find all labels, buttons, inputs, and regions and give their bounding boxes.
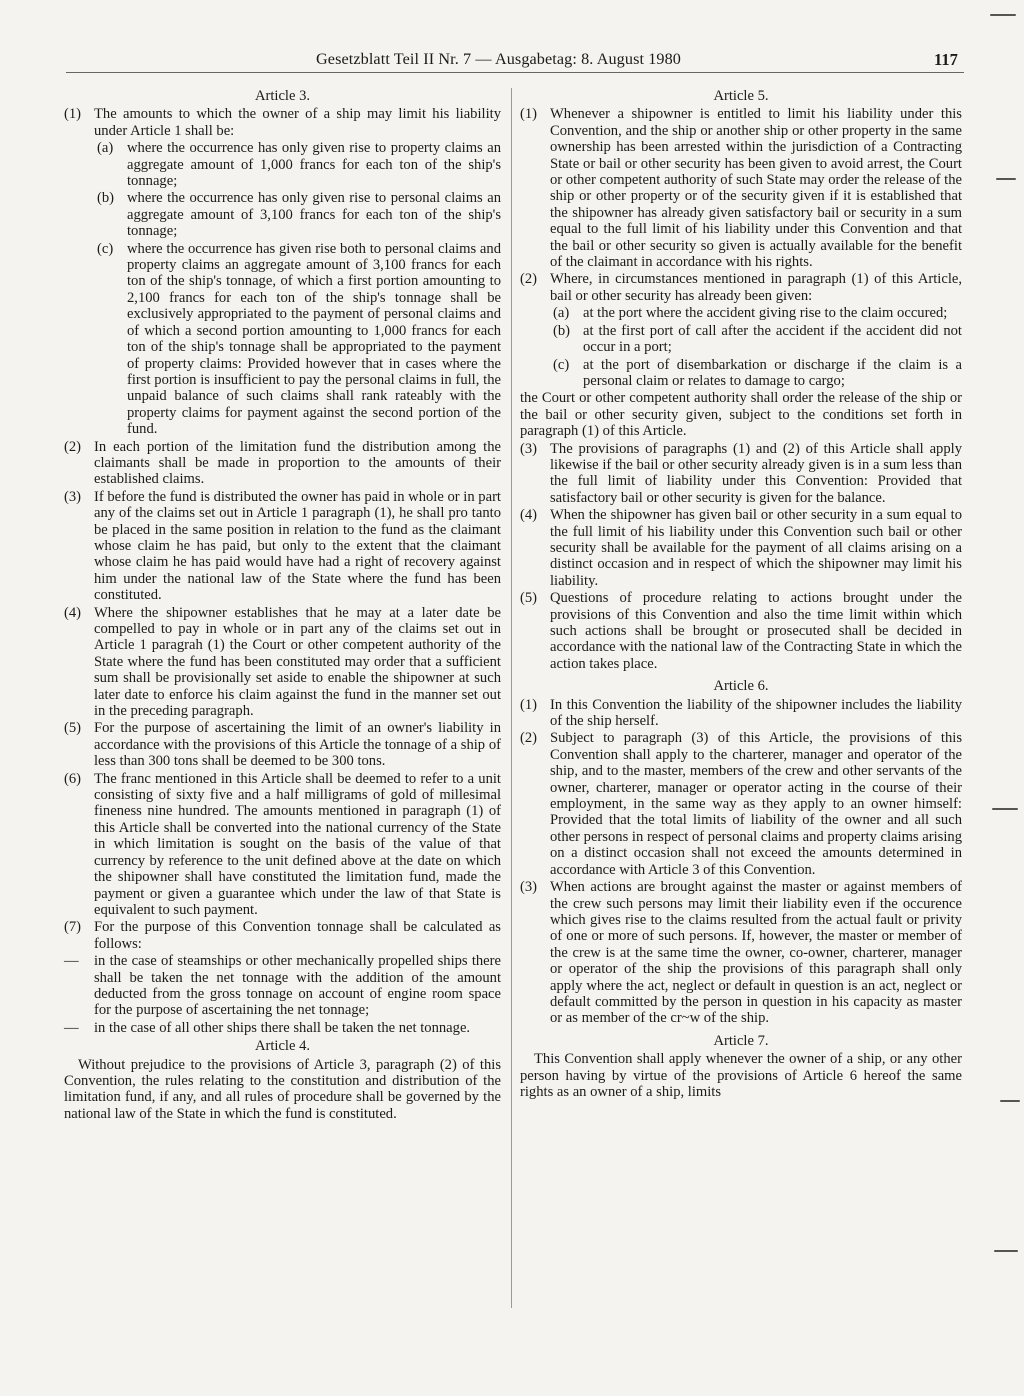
article-5-heading: Article 5.	[713, 88, 769, 104]
paragraph-number: (6)	[64, 770, 82, 787]
right-column	[520, 86, 962, 1101]
paragraph-text: Where, in circumstances mentioned in paragraph (1) of this Article, bail or other security has already been given:	[550, 271, 962, 304]
paragraph-text: For the purpose of ascertaining the limit of an owner's liability in accordance with the provisions of this Article the tonnage of a ship of less than 300 tons shall be deemed to be 300 tons.	[94, 720, 501, 770]
paragraph-number: (2)	[520, 730, 538, 747]
item-text: at the port where the accident giving rise to the claim occured;	[583, 305, 948, 322]
paragraph-number: (2)	[520, 271, 538, 288]
paragraph-number: (1)	[520, 106, 538, 123]
item-text: at the first port of call after the accident if the accident did not occur in a port;	[583, 322, 962, 356]
art3-item-b	[64, 190, 501, 239]
paragraph-text: If before the fund is distributed the owner has paid in whole or in part any of the claims set out in Article 1 paragraph (1), he shall pro tanto be placed in the same position in relation to the fund as the claimant whose claim he has paid, but only to the extent that the claimant whose claim he has paid would have had a right of recovery against him under the national law of the State where the fund has been constituted.	[94, 488, 501, 604]
item-label: (b)	[553, 322, 571, 339]
art3-paragraph-4	[64, 605, 501, 720]
art5-item-b	[520, 323, 962, 356]
art5-paragraph-5	[520, 590, 962, 672]
art5-paragraph-4	[520, 507, 962, 589]
article-3-heading: Article 3.	[254, 88, 311, 104]
paragraph-text: Questions of procedure relating to actions brought under the provisions of this Convention and also the time limit within which such actions shall be brought or prosecuted shall be decided in accordance with the national law of the Contracting State in which the action takes place.	[550, 590, 962, 672]
item-text: where the occurrence has given rise both to personal claims and property claims an aggregate amount of 3,100 francs for each ton of the ship's tonnage, of which a first portion amounting to 2,100 francs for each ton of the ship's tonnage shall be exclusively appropriated to the payment of personal claims and of which a second portion amounting to 1,000 francs for each ton of the ship's tonnage shall be appropriated to the payment of property claims: Provided however that in cases where the first portion is insufficient to pay the personal claims in full, the unpaid balance of such claims shall rank rateably with the property claims for payment against the second portion of the fund.	[127, 240, 501, 438]
paragraph-number: (7)	[64, 919, 82, 936]
paragraph-number: (3)	[520, 879, 538, 896]
art6-paragraph-3	[520, 879, 962, 1027]
item-label: (a)	[553, 305, 570, 322]
paragraph-text: When actions are brought against the master or against members of the crew such persons may limit their liability even if the occurence which gives rise to the claims resulted from the actual fault or privity of one or more of such persons. If, however, the master or member of the crew is at the same time the owner, co-owner, charterer, manager or operator of the ship the provisions of this paragraph shall only apply where the act, neglect or default in question is an act, neglect or default committed by the person in question in his capacity as master or as member of the cr~w of the ship.	[550, 879, 962, 1027]
running-title: Gesetzblatt Teil II Nr. 7 — Ausgabetag: 8. August 1980	[316, 50, 681, 68]
art3-item-a	[64, 140, 501, 189]
header-rule	[66, 72, 964, 73]
paragraph-number: (2)	[64, 438, 82, 455]
art3-paragraph-1	[64, 106, 501, 139]
paragraph-number: (4)	[64, 604, 82, 621]
article-4-text: Without prejudice to the provisions of Article 3, paragraph (2) of this Convention, the rules relating to the constitution and distribution of the limitation fund, if any, and all rules of procedure shall be governed by the national law of the State in which the fund is constituted.	[64, 1056, 501, 1122]
art5-paragraph-2-tail: the Court or other competent authority shall order the release of the ship or the bail or other security given, subject to the conditions set forth in paragraph (1) of this Article.	[520, 390, 962, 440]
paragraph-text: The provisions of paragraphs (1) and (2) of this Article shall apply likewise if the bail or other security already given is in a sum less than the full limit of liability under this Convention: Provided that satisfactory bail or other security is given for the balance.	[550, 440, 962, 506]
article-7-heading: Article 7.	[713, 1032, 769, 1049]
paragraph-text: The franc mentioned in this Article shall be deemed to refer to a unit consisting of sixty five and a half milligrams of gold of millesimal fineness nine hundred. The amounts mentioned in paragraph (1) of this Article shall be converted into the national currency of the State in which limitation is sought on the basis of the value of that currency by reference to the unit defined above at the date on which the shipowner shall have constituted the limitation fund, made the payment or given a guarantee which under the law of that State is equivalent to such payment.	[94, 770, 501, 918]
paragraph-text: For the purpose of this Convention tonnage shall be calculated as follows:	[94, 919, 501, 952]
item-label: (b)	[97, 190, 115, 207]
item-text: at the port of disembarkation or discharge if the claim is a personal claim or relates to damage to cargo;	[583, 356, 962, 389]
paragraph-text: When the shipowner has given bail or other security in a sum equal to the full limit of his liability under this Convention such bail or other security shall be available for the payment of all claims arising on a distinct occasion and in respect of which the shipowner may limit his liability.	[550, 507, 962, 589]
item-text: where the occurrence has only given rise to personal claims an aggregate amount of 3,100 francs for each ton of the ship's tonnage;	[127, 190, 501, 240]
scan-mark	[1000, 1100, 1020, 1102]
paragraph-text: In each portion of the limitation fund the distribution among the claimants shall be made in proportion to the amounts of their established claims.	[94, 438, 501, 488]
art3-item-c	[64, 241, 501, 438]
paragraph-number: (3)	[520, 440, 538, 457]
item-text: where the occurrence has only given rise to property claims an aggregate amount of 1,000 francs for each ton of the ship's tonnage;	[127, 140, 501, 190]
art3-dash-item-1	[64, 953, 501, 1019]
paragraph-number: (5)	[520, 590, 538, 607]
paragraph-text: The amounts to which the owner of a ship may limit his liability under Article 1 shall be:	[94, 106, 501, 139]
article-6-heading: Article 6.	[713, 678, 769, 695]
art3-paragraph-7	[64, 919, 501, 952]
scan-mark	[994, 1250, 1018, 1252]
art6-paragraph-2	[520, 730, 962, 878]
item-label: (a)	[97, 140, 114, 157]
art5-paragraph-2	[520, 271, 962, 304]
paragraph-number: (3)	[64, 488, 82, 505]
scan-mark	[992, 808, 1018, 810]
dash-text: in the case of all other ships there shall be taken the net tonnage.	[94, 1019, 471, 1036]
paragraph-text: Subject to paragraph (3) of this Article, the provisions of this Convention shall apply to the charterer, manager and operator of the ship, and to the master, members of the crew and other servants of the owner, charterer, manager or operator acting in the course of their employment, in the same way as they apply to an owner himself: Provided that the total limits of liability of the owner and all such other persons in respect of personal claims and property claims arising on a distinct occasion shall not exceed the amounts determined in accordance with Article 3 of this Convention.	[550, 730, 962, 878]
dash-label: —	[64, 1019, 79, 1036]
paragraph-number: (5)	[64, 720, 82, 737]
art3-paragraph-2	[64, 439, 501, 488]
column-divider	[511, 88, 512, 1308]
scan-mark	[996, 178, 1016, 180]
item-label: (c)	[553, 356, 570, 373]
art3-paragraph-6	[64, 771, 501, 919]
page-number: 117	[934, 50, 958, 69]
art3-paragraph-3	[64, 489, 501, 604]
paragraph-number: (4)	[520, 507, 538, 524]
page-header	[0, 50, 1024, 74]
scan-mark	[990, 14, 1016, 16]
paragraph-number: (1)	[64, 106, 82, 123]
article-4-heading: Article 4.	[254, 1038, 311, 1055]
art5-item-a	[520, 305, 962, 321]
paragraph-number: (1)	[520, 696, 538, 713]
paragraph-text: Whenever a shipowner is entitled to limit his liability under this Convention, and the ship or another ship or other property in the same ownership has been arrested within the jurisdiction of a Contracting State or bail or other security has been given to avoid arrest, the Court or other competent authority of such State may order the release of the ship or other property or of the security given if it is established that the shipowner has already given satisfactory bail or security in a sum equal to the full limit of his liability under this Convention and that the bail or other security so given is actually available for the benefit of the claimant in accordance with his rights.	[550, 106, 962, 271]
art6-paragraph-1	[520, 697, 962, 730]
art5-paragraph-3	[520, 441, 962, 507]
paragraph-text: In this Convention the liability of the shipowner includes the liability of the ship herself.	[550, 696, 962, 730]
left-column	[64, 86, 501, 1123]
dash-label: —	[64, 953, 79, 970]
art5-paragraph-1	[520, 106, 962, 270]
dash-text: in the case of steamships or other mechanically propelled ships there shall be taken the net tonnage with the addition of the amount deducted from the gross tonnage on account of engine room space for the purpose of ascertaining the net tonnage;	[94, 953, 501, 1019]
article-7-text: This Convention shall apply whenever the owner of a ship, or any other person having by virtue of the provisions of Article 6 hereof the same rights as an owner of a ship, limits	[520, 1051, 962, 1100]
art5-item-c	[520, 357, 962, 390]
art3-dash-item-2	[64, 1020, 501, 1036]
item-label: (c)	[97, 240, 114, 257]
art3-paragraph-5	[64, 720, 501, 769]
paragraph-text: Where the shipowner establishes that he may at a later date be compelled to pay in whole or in part any of the claims set out in Article 1 paragrah (1) the Court or other competent authority of the State where the fund has been constituted may order that a sufficient sum shall be provisionally set aside to enable the shipowner at such later date to enforce his claim against the fund in the manner set out in the preceding paragraph.	[94, 604, 501, 720]
